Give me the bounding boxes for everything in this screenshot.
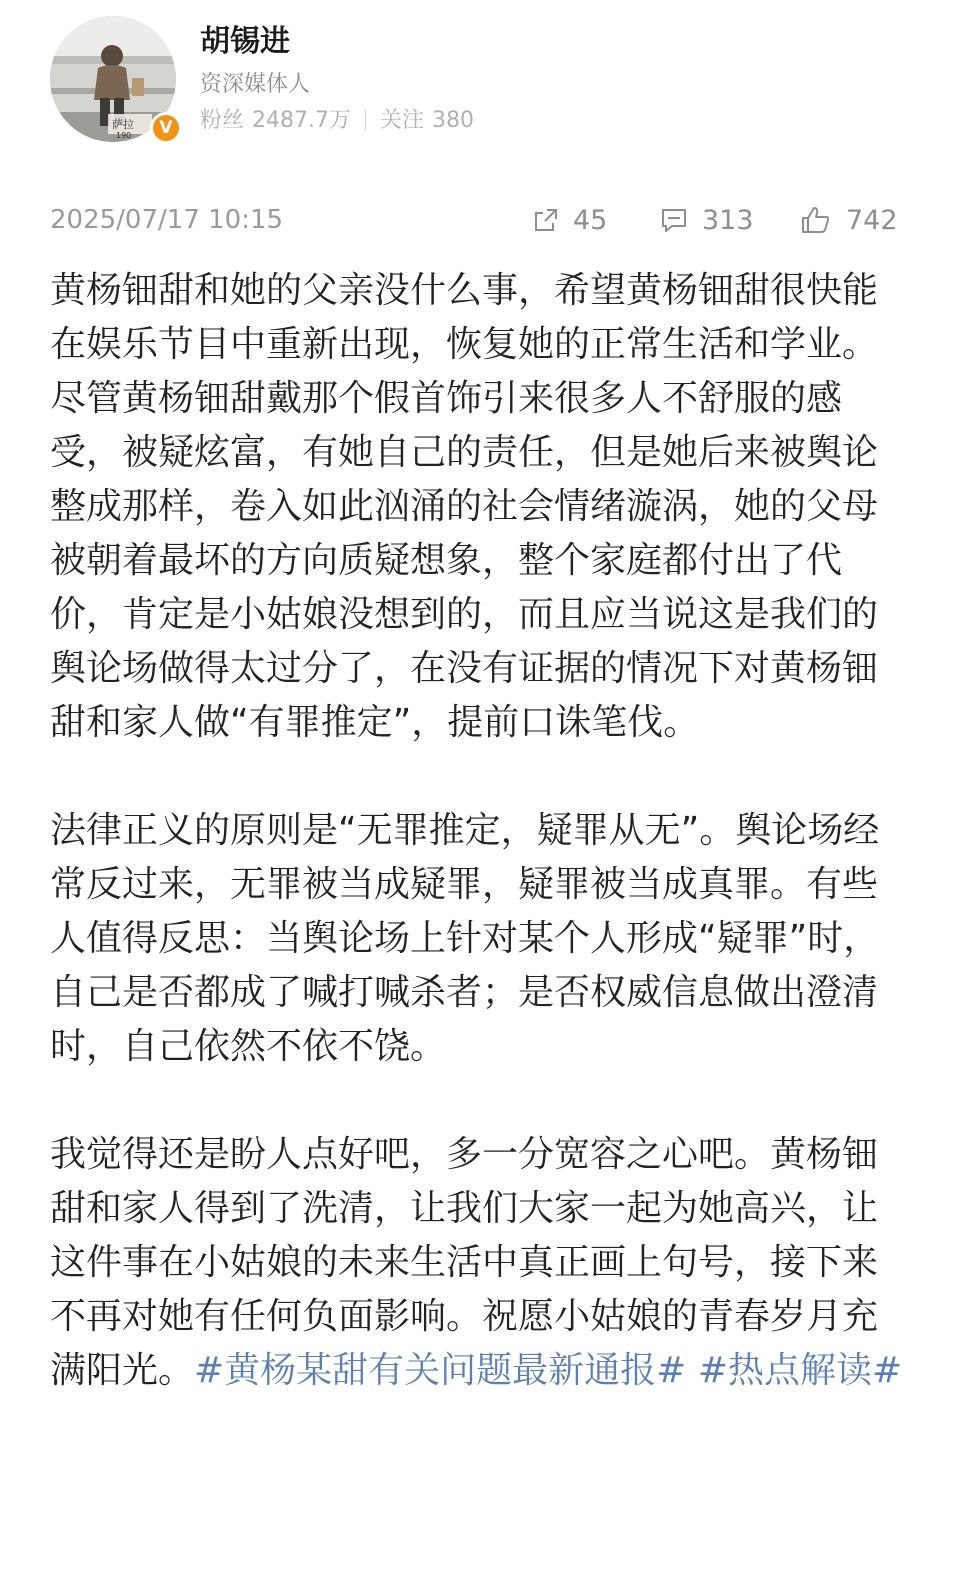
post-paragraph: 法律正义的原则是“无罪推定，疑罪从无”。舆论场经常反过来，无罪被当成疑罪，疑罪被当成真罪。有些人值得反思：当舆论场上针对某个人形成“疑罪”时，自己是否都成了喊打喊杀者；是否权威信息做出澄清时，自己依然不依不饶。: [50, 810, 880, 1067]
comment-count: 313: [702, 204, 754, 236]
author-stats: [200, 106, 474, 136]
post-paragraph-with-tags: [50, 1128, 910, 1398]
post-timestamp: 2025/07/17 10:15: [50, 205, 284, 235]
verified-badge-icon: V: [150, 112, 182, 144]
svg-text:萨拉: 萨拉: [112, 118, 134, 131]
post-paragraph-text: 我觉得还是盼人点好吧，多一分宽容之心吧。黄杨钿甜和家人得到了洗清，让我们大家一起为她高兴，让这件事在小姑娘的未来生活中真正画上句号，接下来不再对她有任何负面影响。祝愿小姑娘的青春岁月充满阳光。: [50, 1134, 879, 1391]
author-name[interactable]: 胡锡进: [200, 24, 290, 59]
author-title: 资深媒体人: [200, 72, 311, 97]
svg-text:190: 190: [116, 131, 132, 140]
thumbs-up-icon: [800, 205, 832, 235]
stats-divider: [365, 110, 366, 130]
post-paragraph: 黄杨钿甜和她的父亲没什么事，希望黄杨钿甜很快能在娱乐节目中重新出现，恢复她的正常生活和学业。: [50, 270, 879, 365]
paragraph-spacer: [50, 1074, 910, 1128]
post-meta-row: [50, 198, 900, 242]
like-button[interactable]: [800, 198, 898, 242]
post-body: [50, 264, 910, 1398]
forward-icon: [533, 207, 559, 233]
paragraph-spacer: [50, 750, 910, 804]
fans-count: 2487.7万: [252, 108, 351, 133]
comment-icon: [660, 207, 688, 233]
forward-button[interactable]: [533, 198, 607, 242]
post-paragraph: 尽管黄杨钿甜戴那个假首饰引来很多人不舒服的感受，被疑炫富，有她自己的责任，但是她后来被舆论整成那样，卷入如此汹涌的社会情绪漩涡，她的父母被朝着最坏的方向质疑想象，整个家庭都付出了代价，肯定是小姑娘没想到的，而且应当说这是我们的舆论场做得太过分了，在没有证据的情况下对黄杨钿甜和家人做“有罪推定”，提前口诛笔伐。: [50, 378, 879, 743]
follow-count: 380: [432, 108, 475, 133]
post-author-header: [0, 0, 960, 170]
fans-label: 粉丝: [200, 108, 245, 133]
comment-button[interactable]: [660, 198, 754, 242]
hashtag-link[interactable]: #黄杨某甜有关问题最新通报#: [194, 1350, 687, 1391]
like-count: 742: [846, 204, 898, 236]
hashtag-link[interactable]: #热点解读#: [697, 1350, 903, 1391]
follow-label: 关注: [380, 108, 425, 133]
forward-count: 45: [573, 204, 608, 236]
